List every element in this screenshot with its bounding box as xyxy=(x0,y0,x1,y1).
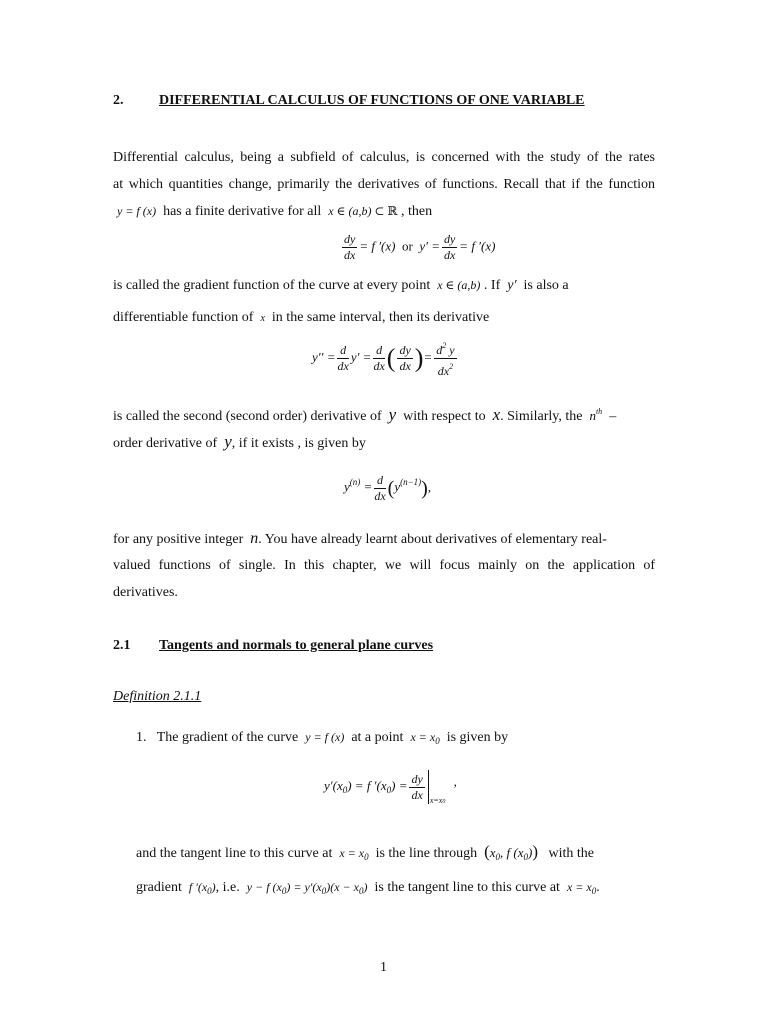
gradient-tangent-text: gradient f $'(x_0)$, i.e. y − f $(x_0) = y'(x_0)(x - x_0)$ is the tangent line to this curve at $x = x_0$. xyxy=(136,880,600,896)
nth-line-1: for any positive integer n. You have already learnt about derivatives of elementary real- xyxy=(113,530,607,547)
equation-nth-derivative: $y^{(n)}$ = $\frac{d}{dx}$ $(y^{(n-1)})$, xyxy=(344,473,432,503)
gradient-line-1: is called the gradient function of the curve at every point x ∈ (a,b) . If y′ is also a xyxy=(113,278,569,293)
subsection-number: 2.1 xyxy=(113,638,131,653)
math-y-eq-fx: y = f (x) xyxy=(117,204,157,218)
second-line-1: is called the second (second order) derivative of y with respect to x. Similarly, the $n^{th}$ – xyxy=(113,405,617,424)
gradient-line-2: differentiable function of x in the same interval, then its derivative xyxy=(113,310,490,325)
equation-second-derivative: y′′ = $\frac{d}{dx}$ y′ = $\frac{d}{dx}$ ( $\frac{dy}{dx}$ )= $\frac{d^2 y}{dx^2}$ xyxy=(312,338,459,379)
intro-line-3b: , then xyxy=(401,204,433,219)
second-line-2: order derivative of y, if it exists , is given by xyxy=(113,432,366,451)
intro-line-2: at which quantities change, primarily the derivatives of functions. Recall that if the function xyxy=(113,177,655,192)
definition-item-1: 1. The gradient of the curve y = f (x) at a point $x = x_0$ is given by xyxy=(136,730,509,746)
intro-line-3 xyxy=(117,198,432,225)
intro-line-3a: has a finite derivative for all xyxy=(163,204,322,219)
subsection-title: Tangents and normals to general plane curves xyxy=(159,638,434,653)
nth-line-3: derivatives. xyxy=(113,585,178,600)
section-number: 2. xyxy=(113,93,124,108)
nth-line-2: valued functions of single. In this chapter, we will focus mainly on the application of xyxy=(113,558,655,573)
section-title: DIFFERENTIAL CALCULUS OF FUNCTIONS OF ONE VARIABLE xyxy=(159,93,585,108)
definition-title: Definition 2.1.1 xyxy=(113,689,202,704)
or-word: or xyxy=(401,238,413,254)
tangent-line-text: and the tangent line to this curve at $x = x_0$ is the line through ($x_0$, f $(x_0)$) with the xyxy=(136,842,595,862)
equation-first-derivative: $\frac{dy}{dx}$ = f ′(x) or y′ = $\frac{dy}{dx}$ = f ′(x) xyxy=(344,232,496,262)
math-x-in-ab-subset-r: x ∈ (a,b) ⊂ ℝ xyxy=(328,204,398,218)
page-number: 1 xyxy=(380,960,387,975)
equation-gradient-at-point: $y'(x_0) = f$ $'(x_0)$ = $\frac{dy}{dx}$ $_{x=x0}$ , xyxy=(324,771,457,805)
intro-line-1: Differential calculus, being a subfield of calculus, is concerned with the study of the rates xyxy=(113,150,655,165)
